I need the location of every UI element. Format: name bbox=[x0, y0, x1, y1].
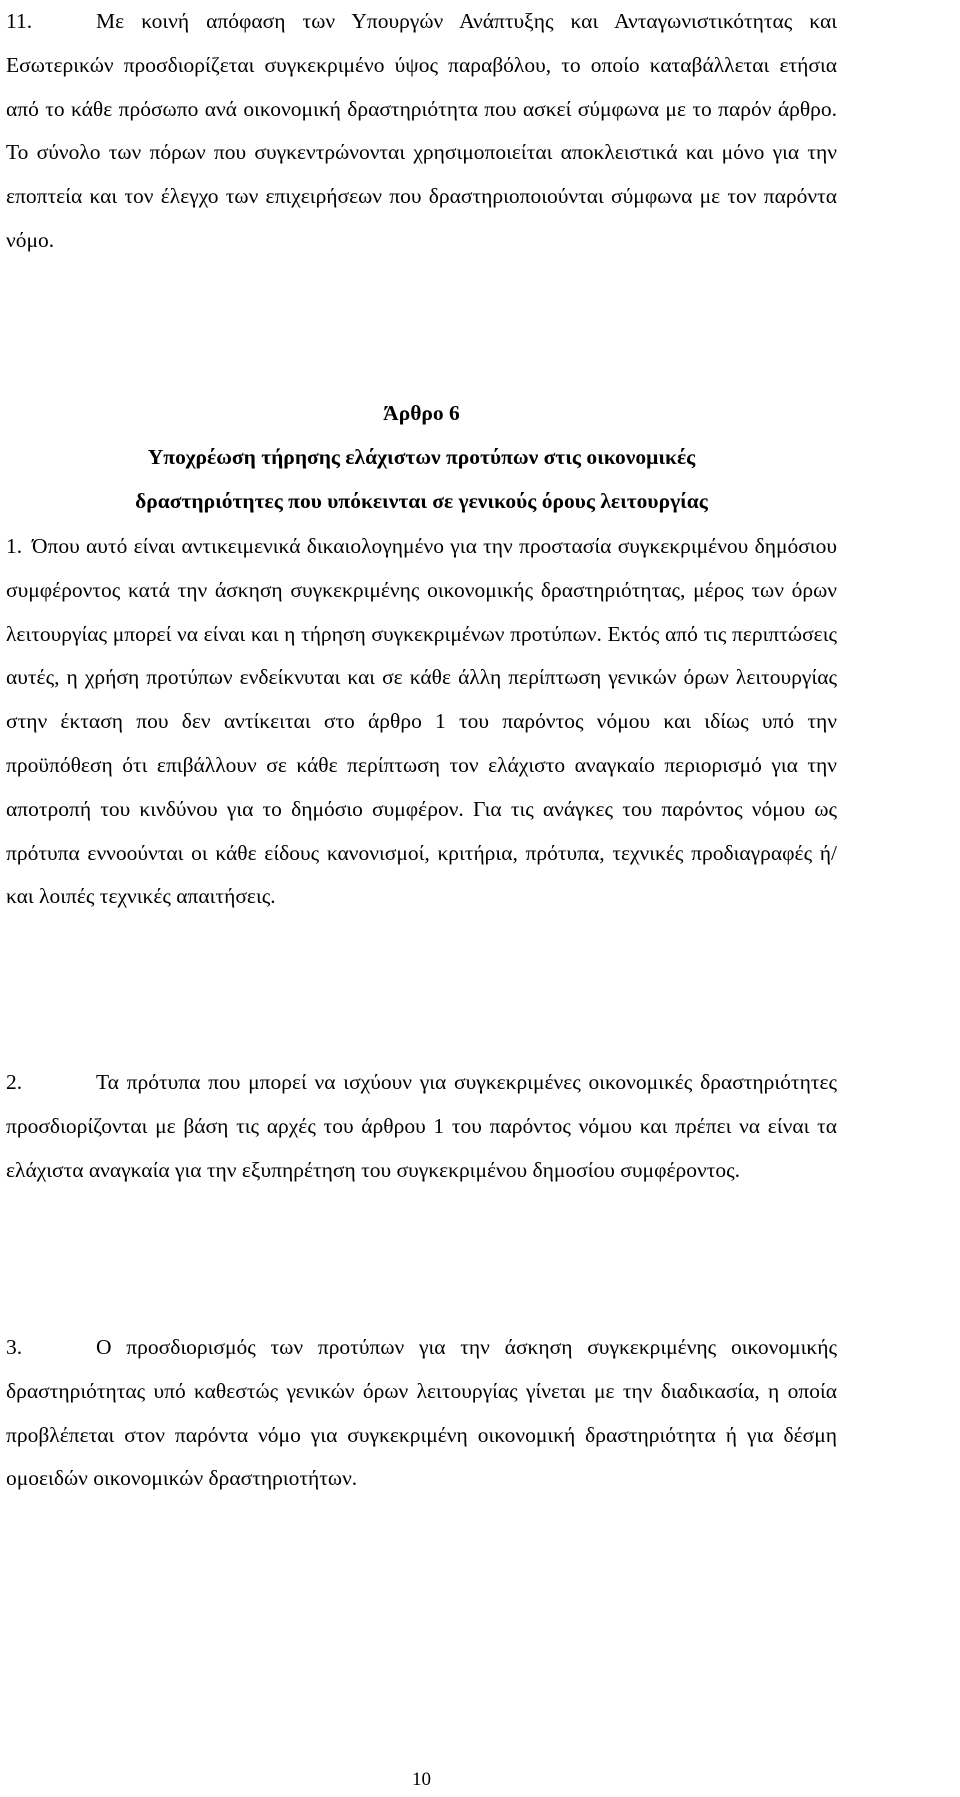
paragraph-number: 2. bbox=[6, 1070, 23, 1094]
article-heading bbox=[6, 392, 837, 523]
paragraph-2 bbox=[6, 1061, 837, 1192]
document-page bbox=[6, 0, 837, 1797]
article-title: Άρθρο 6 bbox=[383, 401, 460, 425]
page-number: 10 bbox=[412, 1769, 431, 1790]
paragraph-number: 3. bbox=[6, 1335, 23, 1359]
paragraph-text: Τα πρότυπα που μπορεί να ισχύουν για συγκεκριμένες οικονομικές δραστηριότητες προσδιορίζονται με βάση τις αρχές του άρθρου 1 του παρόντος νόμου και πρέπει να είναι τα ελάχιστα αναγκαία για την εξυπηρέτηση του συγκεκριμένου δημοσίου συμφέροντος. bbox=[6, 1070, 837, 1182]
paragraph-text: Ο προσδιορισμός των προτύπων για την άσκηση συγκεκριμένης οικονομικής δραστηριότητας υπό καθεστώς γενικών όρων λειτουργίας γίνεται με την διαδικασία, η οποία προβλέπεται στον παρόντα νόμο για συγκεκριμένη οικονομική δραστηριότητα ή για δέσμη ομοειδών οικονομικών δραστηριοτήτων. bbox=[6, 1335, 837, 1491]
paragraph-1 bbox=[6, 525, 837, 919]
article-subtitle-line-1: Υποχρέωση τήρησης ελάχιστων προτύπων στις οικονομικές bbox=[147, 444, 696, 469]
paragraph-number: 1. bbox=[6, 534, 23, 558]
paragraph-3 bbox=[6, 1326, 837, 1501]
paragraph-text: Όπου αυτό είναι αντικειμενικά δικαιολογημένο για την προστασία συγκεκριμένου δημόσιου συμφέροντος κατά την άσκηση συγκεκριμένης οικονομικής δραστηριότητας, μέρος των όρων λειτουργίας μπορεί να είναι και η τήρηση συγκεκριμένων προτύπων. Εκτός από τις περιπτώσεις αυτές, η χρήση προτύπων ενδείκνυται και σε κάθε άλλη περίπτωση γενικών όρων λειτουργίας στην έκταση που δεν αντίκειται στο άρθρο 1 του παρόντος νόμου και ιδίως υπό την προϋπόθεση ότι επιβάλλουν σε κάθε περίπτωση τον ελάχιστο αναγκαίο περιορισμό για την αποτροπή του κινδύνου για το δημόσιο συμφέρον. Για τις ανάγκες του παρόντος νόμου ως πρότυπα εννοούνται οι κάθε είδους κανονισμοί, κριτήρια, πρότυπα, τεχνικές προδιαγραφές ή/και λοιπές τεχνικές απαιτήσεις. bbox=[6, 534, 837, 909]
article-subtitle-line-2: δραστηριότητες που υπόκεινται σε γενικούς όρους λειτουργίας bbox=[135, 488, 708, 513]
paragraph-text: Με κοινή απόφαση των Υπουργών Ανάπτυξης και Ανταγωνιστικότητας και Εσωτερικών προσδιορίζεται συγκεκριμένο ύψος παραβόλου, το οποίο καταβάλλεται ετήσια από το κάθε πρόσωπο ανά οικονομική δραστηριότητα που ασκεί σύμφωνα με το παρόν άρθρο. Το σύνολο των πόρων που συγκεντρώνονται χρησιμοποιείται αποκλειστικά και μόνο για την εποπτεία και τον έλεγχο των επιχειρήσεων που δραστηριοποιούνται σύμφωνα με τον παρόντα νόμο. bbox=[6, 9, 837, 252]
paragraph-number: 11. bbox=[6, 9, 33, 33]
paragraph-11 bbox=[6, 0, 837, 263]
